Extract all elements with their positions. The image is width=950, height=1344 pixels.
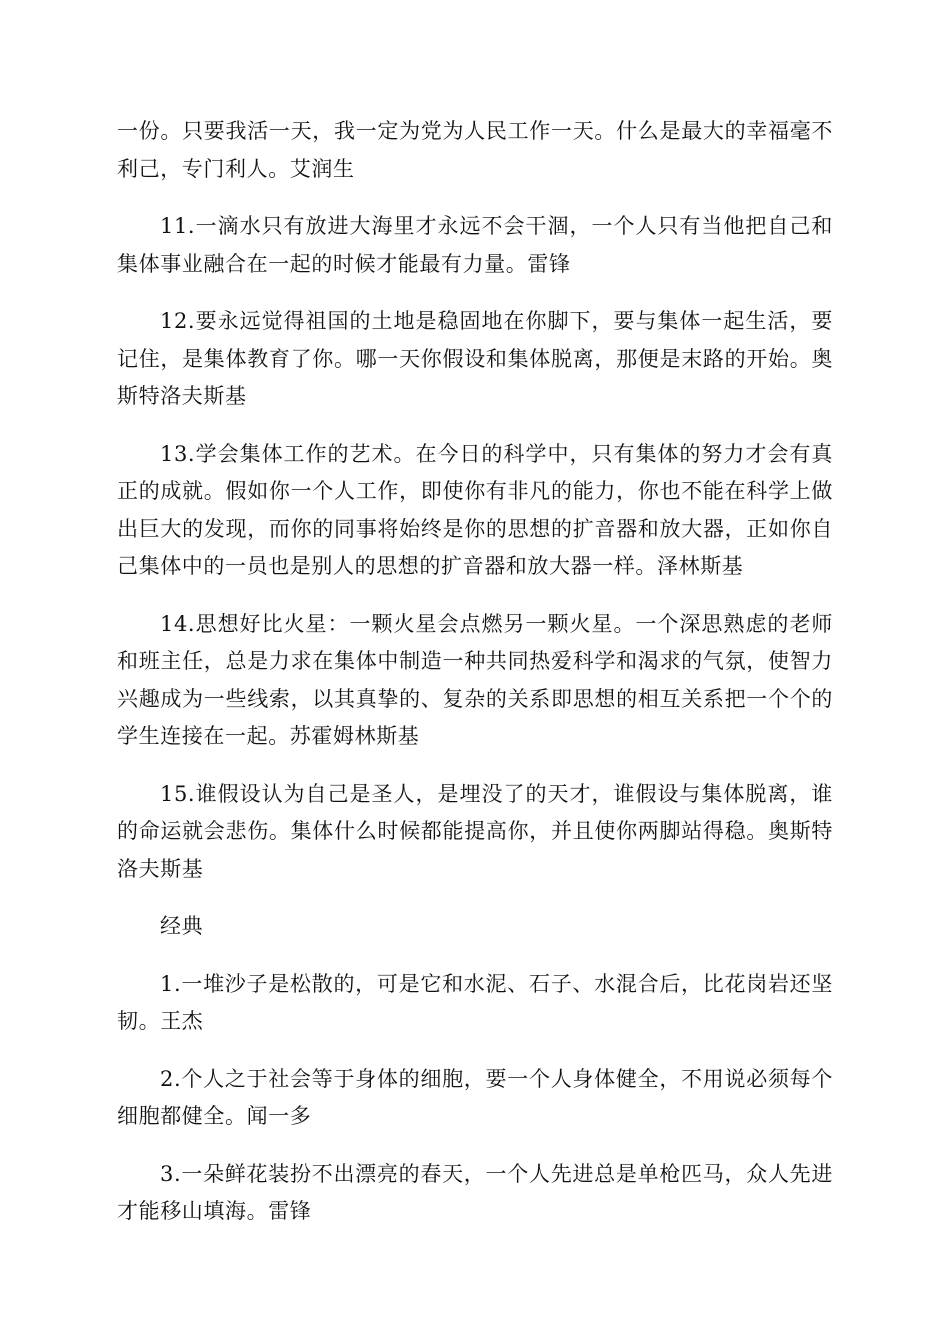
quote-item-14: 14.思想好比火星：一颗火星会点燃另一颗火星。一个深思熟虑的老师和班主任，总是力求在集体中制造一种共同热爱科学和渴求的气氛，使智力兴趣成为一些线索，以其真挚的、复杂的关系即思想的相互关系把一个个的学生连接在一起。苏霍姆林斯基 xyxy=(117,611,833,748)
quote-item-15: 15.谁假设认为自己是圣人，是埋没了的天才，谁假设与集体脱离，谁的命运就会悲伤。集体什么时候都能提高你，并且使你两脚站得稳。奥斯特洛夫斯基 xyxy=(117,781,833,881)
section-heading: 经典 xyxy=(160,914,204,938)
document-body xyxy=(117,113,833,1251)
quote-item-13: 13.学会集体工作的艺术。在今日的科学中，只有集体的努力才会有真正的成就。假如你一个人工作，即使你有非凡的能力，你也不能在科学上做出巨大的发现，而你的同事将始终是你的思想的扩音器和放大器，正如你自己集体中的一员也是别人的思想的扩音器和放大器一样。泽林斯基 xyxy=(117,441,833,578)
quote-item-3: 3.一朵鲜花装扮不出漂亮的春天，一个人先进总是单枪匹马，众人先进才能移山填海。雷锋 xyxy=(117,1161,833,1223)
quote-item-12: 12.要永远觉得祖国的土地是稳固地在你脚下，要与集体一起生活，要记住，是集体教育了你。哪一天你假设和集体脱离，那便是末路的开始。奥斯特洛夫斯基 xyxy=(117,309,833,408)
quote-item-11: 11.一滴水只有放进大海里才永远不会干涸，一个人只有当他把自己和集体事业融合在一起的时候才能最有力量。雷锋 xyxy=(117,214,833,276)
paragraph-continuation: 一份。只要我活一天，我一定为党为人民工作一天。什么是最大的幸福毫不利己，专门利人。艾润生 xyxy=(117,119,833,181)
quote-item-2: 2.个人之于社会等于身体的细胞，要一个人身体健全，不用说必须每个细胞都健全。闻一多 xyxy=(117,1066,833,1128)
quote-item-1: 1.一堆沙子是松散的，可是它和水泥、石子、水混合后，比花岗岩还坚韧。王杰 xyxy=(117,971,833,1033)
